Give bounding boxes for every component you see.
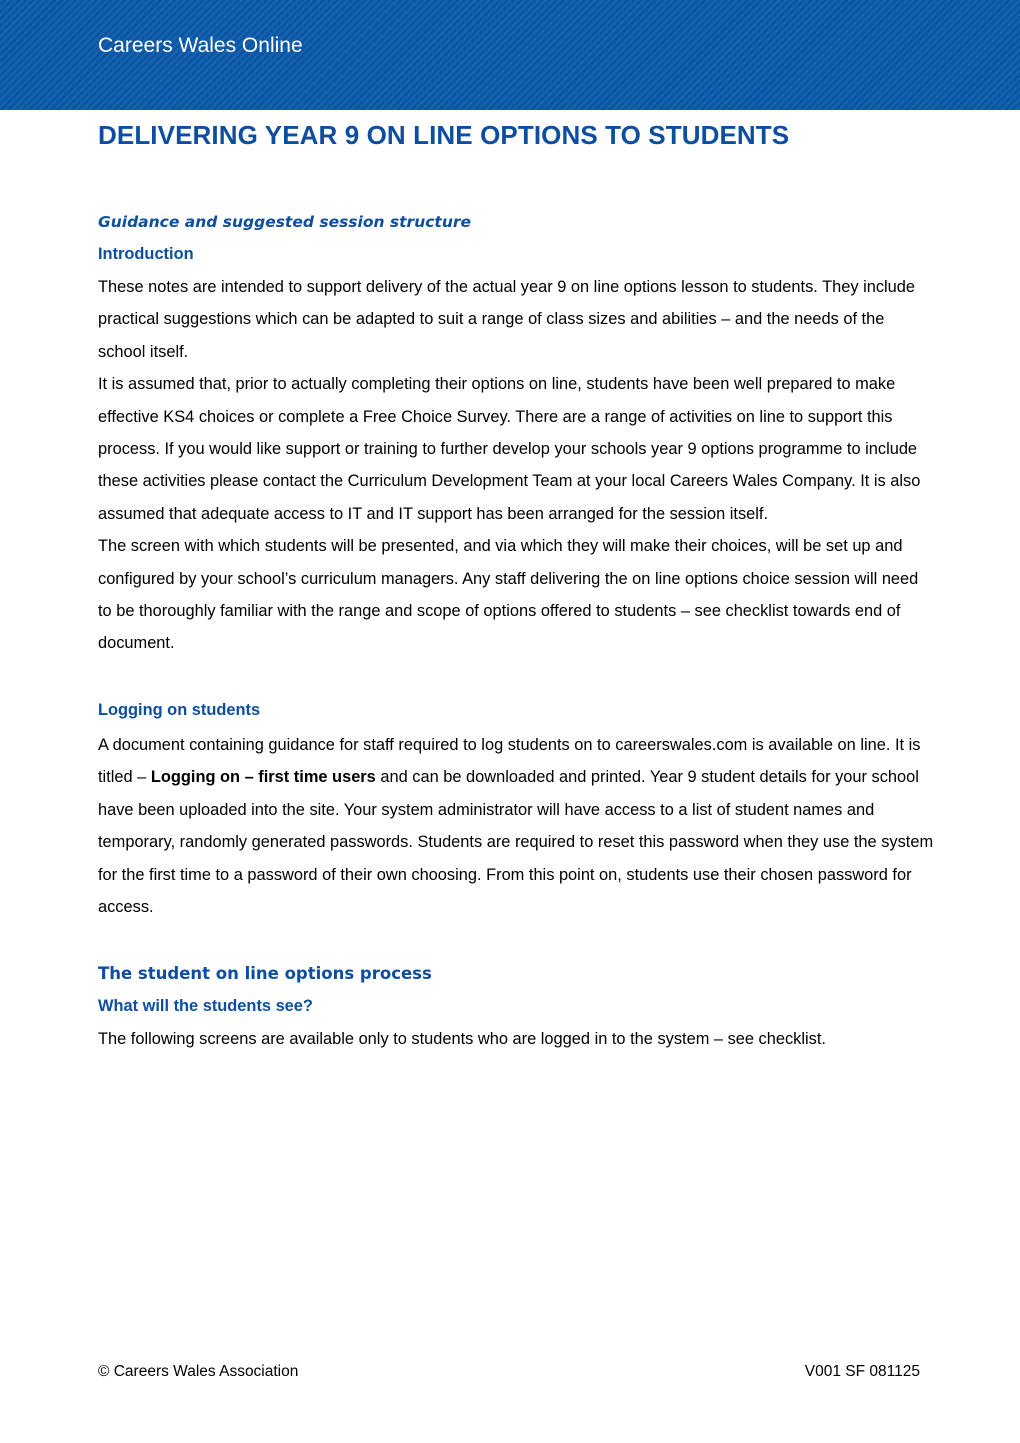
paragraph-intro-1: These notes are intended to support delivery of the actual year 9 on line options lesson to students. They include practical suggestions which can be adapted to suit a range of class sizes and abilities – and the needs of the school itself. xyxy=(98,278,916,361)
header-banner xyxy=(0,0,1020,110)
subheading-what-students-see: What will the students see? xyxy=(98,997,313,1016)
logging-text-before: A document containing guidance for staff required to log students on to careerswales.com is available on line. It is titled – xyxy=(98,735,921,787)
section-heading-process: The student on line options process xyxy=(98,964,432,984)
section-heading-logging: Logging on students xyxy=(98,700,261,719)
subheading-introduction: Introduction xyxy=(98,245,194,263)
paragraph-logging xyxy=(98,729,934,923)
footer-version: V001 SF 081125 xyxy=(804,1363,920,1380)
section-heading-guidance: Guidance and suggested session structure xyxy=(98,213,472,231)
document-title: DELIVERING YEAR 9 ON LINE OPTIONS TO STUDENTS xyxy=(98,120,790,150)
logging-text-after: and can be downloaded and printed. Year 9 student details for your school have been uploaded into the site. Your system administrator will have access to a list of student names and temporary, randomly generated passwords. Students are required to reset this password when they use the system for the first time to a password of their own choosing. From this point on, students use their chosen password for access. xyxy=(98,768,934,916)
paragraph-intro-2: It is assumed that, prior to actually completing their options on line, students have been well prepared to make effective KS4 choices or complete a Free Choice Survey. There are a range of activities on line to support this process. If you would like support or training to further develop your schools year 9 options programme to include these activities please contact the Curriculum Development Team at your local Careers Wales Company. It is also assumed that adequate access to IT and IT support has been arranged for the session itself. xyxy=(98,375,921,523)
header-title: Careers Wales Online xyxy=(98,34,303,57)
section-spacer xyxy=(98,923,934,959)
paragraph-intro-3: The screen with which students will be presented, and via which they will make their choices, will be set up and configured by your school’s curriculum managers. Any staff delivering the on line options choice session will need to be thoroughly familiar with the range and scope of options offered to students – see checklist towards end of document. xyxy=(98,537,919,653)
footer-copyright: © Careers Wales Association xyxy=(98,1363,299,1380)
paragraph-process: The following screens are available only to students who are logged in to the system – see checklist. xyxy=(98,1030,826,1049)
logging-doc-title: Logging on – first time users xyxy=(150,768,376,787)
document-body xyxy=(98,207,934,1056)
section-spacer xyxy=(98,660,934,692)
